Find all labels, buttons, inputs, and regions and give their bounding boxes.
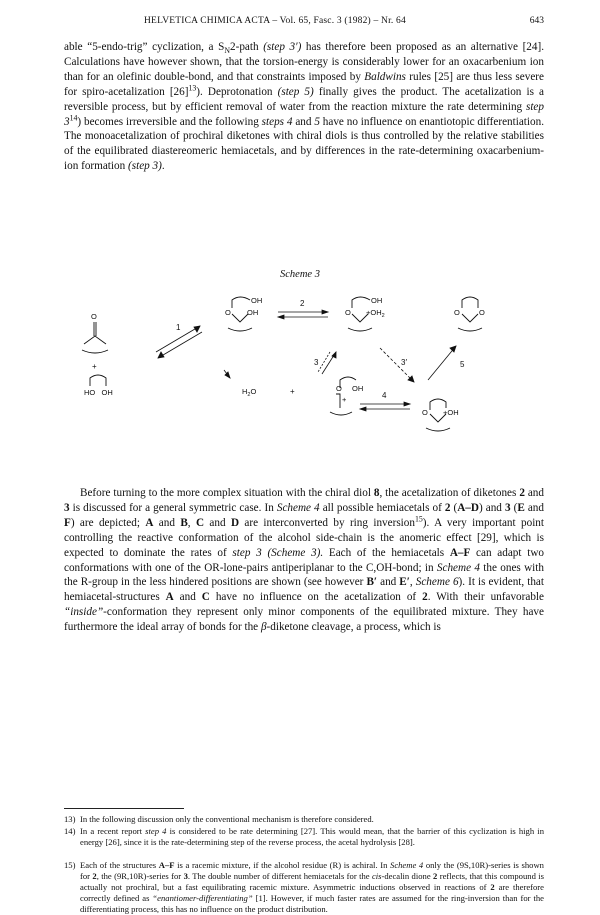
hemiacetal-oh2-label: OH [247,308,259,317]
ketone-structure [82,322,108,353]
oxonium-label: $+OH_2$ [366,308,385,319]
ketone-oxygen: O [91,312,97,321]
footnote-separator [64,808,184,809]
page-number: 643 [529,16,544,26]
step-2-label: 2 [300,299,305,308]
body-paragraph-2: Before turning to the more complex situation with the chiral diol 8, the acetalization of diketones 2 and 3 is discussed for a general symmetric case. In Scheme 4 all possible hemiacetals of 2 (A–D) and 3 (E and F) are depicted; A and B, C and D are interconverted by ring inversion$^{15}$). A very important point controlling the reactive conformation of the alcohol side-chain is the anomeric effect [29], which is expected to dominate the rates of step 3 (Scheme 3). Each of the hemiacetals A–F can adapt two conformations with one of the OR-lone-pairs antiperiplanar to the C,OH-bond; in Scheme 4 the ones with the R-group in the less hindered positions are shown (see however B′ and E′, Scheme 6). It is evident, that hemiacetal-structures A and C have no influence on the acetalization of 2. With their unfavorable “inside”-conformation they represent only minor components of the equilibrated mixture. They have furthermore the ideal array of bonds for the β-diketone cleavage, a process, which is [64,487,545,634]
scheme-3-diagram [60,282,540,477]
step-4-label: 4 [382,391,387,400]
protonated-oh-label: OH [371,296,383,305]
footnote-marker: 13) [64,814,76,824]
oxocarbenium-o-label: O [336,384,342,393]
footnote-marker: 15) [64,860,76,870]
oxonium-o-label: O [422,408,428,417]
running-header [64,16,544,30]
water-label: $H_2O$ [242,387,257,398]
step-3-label: 3 [314,358,319,367]
footnote-13 [64,814,544,825]
oxonium-oh-label: +OH [443,408,459,417]
journal-running-title: HELVETICA CHIMICA ACTA – Vol. 65, Fasc. 3 (1982) – Nr. 64 [144,16,406,26]
body-paragraph-1: able “5-endo-trig” cyclization, a $S_N2$-path (step 3′) has therefore been proposed as an alternative [24]. Calculations have however shown, that the torsion-energy is considerably lower for an oxacarbenium ion than for an olefinic double-bond, and that constraints imposed by Baldwins rules [25] are thus less severe for spiro-acetalization $[26]^{13}$). Deprotonation (step 5) finally gives the product. The acetalization is a reversible process, but by efficient removal of water from the reaction mixture the rate determining step $3^{14}$) becomes irreversible and the following steps 4 and 5 have no influence on enantiotopic differentiation. The monoacetalization of prochiral diketones with chiral diols is thus controlled by the relative stabilities of the equilibrated diastereomeric hemiacetals, and by differences in the rate-determining oxacarbenium-ion formation (step 3). [64,41,545,173]
hemiacetal-oh-label: OH [251,296,263,305]
footnote-text: Each of the structures A–F is a racemic mixture, if the alcohol residue (R) is achiral. In Scheme 4 only the (9S,10R)-series is shown for 2, the (9R,10R)-series for 3. The double number of different hemiacetals for the cis-decalin dione 2 reflects, that this compound is actually not prochiral, but a fast equilibrating racemic mixture. Asymmetric inductions observed in reactions of 2 are therefore correctly defined as “enantiomer-differentiating” [1]. However, if much faster rates are assumed for the ring-inversion than for the differentiating process, this has no influence on the product distribution. [80,860,544,914]
step-3-prime-label: 3′ [401,358,407,367]
plus-sign-left: + [92,362,97,371]
scheme-title: Scheme 3 [280,269,320,280]
footnote-marker: 14) [64,826,76,836]
spiroacetal-o-right: O [479,308,485,317]
oxocarbenium-charge: + [342,395,347,404]
diol-structure [90,375,106,386]
footnote-text: In the following discussion only the conventional mechanism is therefore considered. [80,814,374,824]
step-5-label: 5 [460,360,465,369]
diol-label: HO OH [84,388,113,397]
footnote-14 [64,826,544,848]
hemiacetal-o-label: O [225,308,231,317]
footnote-text: In a recent report step 4 is considered to be rate determining [27]. This would mean, that the barrier of this cyclization is high in energy [26], since it is the rate-determining step of the reverse process, the acetal hydrolysis [28]. [80,826,544,847]
oxocarbenium-oh-label: OH [352,384,364,393]
step-1-label: 1 [176,323,181,332]
spiroacetal-o-left: O [454,308,460,317]
protonated-o-label: O [345,308,351,317]
plus-sign-bottom: + [290,387,295,396]
